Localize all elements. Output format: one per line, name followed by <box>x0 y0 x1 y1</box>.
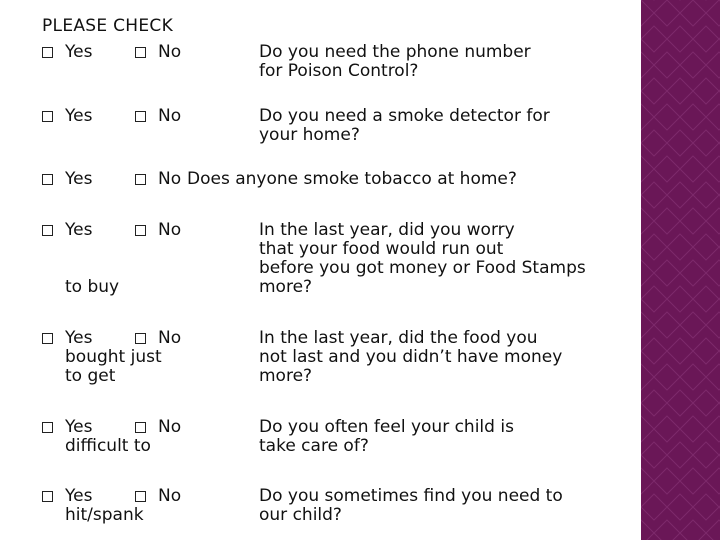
diamond-shape <box>654 104 680 130</box>
checkbox-icon[interactable] <box>135 422 146 433</box>
q5-no-option[interactable] <box>135 329 181 348</box>
q3-text: Does anyone smoke tobacco at home? <box>187 169 517 189</box>
q5-overflow-text <box>65 348 162 386</box>
q2-text <box>259 107 550 145</box>
diamond-shape <box>680 104 706 130</box>
diamond-shape <box>706 312 720 338</box>
diamond-shape <box>641 208 654 234</box>
diamond-shape <box>641 364 654 390</box>
q6-text <box>259 418 514 456</box>
yes-label: Yes <box>65 220 93 240</box>
q4-overflow-text: to buy <box>65 277 120 297</box>
diamond-shape <box>654 0 680 26</box>
diamond-shape <box>706 208 720 234</box>
diamond-shape <box>706 364 720 390</box>
diamond-shape <box>641 130 667 156</box>
q1-text <box>259 43 531 81</box>
diamond-shape <box>693 442 719 468</box>
checkbox-icon[interactable] <box>42 225 53 236</box>
question-line: Do you need the phone number <box>259 42 531 62</box>
diamond-shape <box>667 494 693 520</box>
diamond-shape <box>680 260 706 286</box>
diamond-shape <box>667 442 693 468</box>
diamond-shape <box>693 78 719 104</box>
checkbox-icon[interactable] <box>42 422 53 433</box>
diamond-shape <box>641 78 667 104</box>
diamond-shape <box>641 312 654 338</box>
checkbox-icon[interactable] <box>135 225 146 236</box>
diamond-shape <box>706 416 720 442</box>
diamond-shape <box>667 338 693 364</box>
diamond-shape <box>680 468 706 494</box>
checkbox-icon[interactable] <box>135 111 146 122</box>
checkbox-icon[interactable] <box>135 491 146 502</box>
diamond-shape <box>654 52 680 78</box>
diamond-shape <box>641 390 667 416</box>
question-line: Do you often feel your child is <box>259 417 514 437</box>
q6-yes-option[interactable] <box>42 418 92 437</box>
question-line: our child? <box>259 505 342 525</box>
diamond-shape <box>680 520 706 540</box>
checkbox-icon[interactable] <box>135 174 146 185</box>
diamond-shape <box>667 234 693 260</box>
diamond-shape <box>654 416 680 442</box>
yes-label: Yes <box>65 486 93 506</box>
q2-yes-option[interactable] <box>42 107 92 126</box>
diamond-shape <box>680 0 706 26</box>
diamond-shape <box>680 364 706 390</box>
q7-overflow-text <box>65 506 144 525</box>
diamond-shape <box>680 416 706 442</box>
diamond-shape <box>641 468 654 494</box>
yes-label: Yes <box>65 417 93 437</box>
diamond-shape <box>641 260 654 286</box>
diamond-shape <box>693 338 719 364</box>
checkbox-icon[interactable] <box>42 111 53 122</box>
diamond-shape <box>706 468 720 494</box>
question-line: that your food would run out <box>259 239 504 259</box>
diamond-shape <box>706 0 720 26</box>
diamond-shape <box>667 130 693 156</box>
diamond-shape <box>641 156 654 182</box>
no-label: No <box>158 42 182 62</box>
diamond-shape <box>693 130 719 156</box>
diamond-shape <box>680 156 706 182</box>
diamond-shape <box>667 26 693 52</box>
overflow-line: bought just <box>65 347 162 367</box>
question-line: Do you sometimes find you need to <box>259 486 563 506</box>
q4-no-option[interactable] <box>135 221 181 240</box>
q6-overflow-text <box>65 437 151 456</box>
question-line: In the last year, did you worry <box>259 220 515 240</box>
decorative-sidebar <box>641 0 720 540</box>
question-line: more? <box>259 366 313 386</box>
diamond-shape <box>654 208 680 234</box>
checkbox-icon[interactable] <box>135 47 146 58</box>
diamond-shape <box>641 338 667 364</box>
yes-label: Yes <box>65 106 93 126</box>
question-line: In the last year, did the food you <box>259 328 538 348</box>
diamond-shape <box>667 78 693 104</box>
no-label: No <box>158 169 182 189</box>
diamond-shape <box>667 286 693 312</box>
checkbox-icon[interactable] <box>135 333 146 344</box>
diamond-shape <box>641 104 654 130</box>
question-line: not last and you didn’t have money <box>259 347 563 367</box>
diamond-shape <box>693 286 719 312</box>
question-line: for Poison Control? <box>259 61 419 81</box>
checkbox-icon[interactable] <box>42 47 53 58</box>
diamond-shape <box>654 156 680 182</box>
q4-yes-option[interactable] <box>42 221 92 240</box>
heading: PLEASE CHECK <box>42 16 174 36</box>
diamond-shape <box>641 182 667 208</box>
diamond-shape <box>706 104 720 130</box>
no-label: No <box>158 328 182 348</box>
diamond-pattern-icon <box>641 0 720 540</box>
diamond-shape <box>706 520 720 540</box>
diamond-shape <box>693 390 719 416</box>
diamond-shape <box>693 494 719 520</box>
question-line: your home? <box>259 125 360 145</box>
diamond-shape <box>680 312 706 338</box>
diamond-shape <box>667 182 693 208</box>
q6-no-option[interactable] <box>135 418 181 437</box>
diamond-shape <box>693 26 719 52</box>
diamond-shape <box>706 52 720 78</box>
diamond-shape <box>654 468 680 494</box>
diamond-shape <box>641 26 667 52</box>
diamond-shape <box>654 520 680 540</box>
diamond-shape <box>654 260 680 286</box>
question-line: more? <box>259 277 313 297</box>
q1-yes-option[interactable] <box>42 43 92 62</box>
diamond-shape <box>641 442 667 468</box>
checkbox-icon[interactable] <box>42 174 53 185</box>
q7-text <box>259 487 563 525</box>
question-line: before you got money or Food Stamps <box>259 258 586 278</box>
diamond-shape <box>706 260 720 286</box>
diamond-shape <box>641 520 654 540</box>
q1-no-option[interactable] <box>135 43 181 62</box>
no-label: No <box>158 417 182 437</box>
diamond-shape <box>641 416 654 442</box>
diamond-shape <box>693 182 719 208</box>
q3-no-option[interactable] <box>135 170 181 189</box>
overflow-line: difficult to <box>65 436 151 456</box>
diamond-shape <box>693 234 719 260</box>
yes-label: Yes <box>65 42 93 62</box>
diamond-shape <box>654 364 680 390</box>
diamond-shape <box>680 208 706 234</box>
q5-yes-option[interactable] <box>42 329 92 348</box>
diamond-shape <box>641 234 667 260</box>
q3-yes-option[interactable] <box>42 170 92 189</box>
diamond-shape <box>667 390 693 416</box>
diamond-shape <box>680 52 706 78</box>
overflow-line: to get <box>65 366 116 386</box>
question-line: Do you need a smoke detector for <box>259 106 550 126</box>
no-label: No <box>158 106 182 126</box>
yes-label: Yes <box>65 328 93 348</box>
checkbox-icon[interactable] <box>42 491 53 502</box>
q4-text <box>259 221 586 297</box>
diamond-shape <box>654 312 680 338</box>
diamond-shape <box>641 286 667 312</box>
diamond-shape <box>706 156 720 182</box>
no-label: No <box>158 220 182 240</box>
no-label: No <box>158 486 182 506</box>
diamond-shape <box>641 0 654 26</box>
q2-no-option[interactable] <box>135 107 181 126</box>
yes-label: Yes <box>65 169 93 189</box>
diamond-shape <box>641 52 654 78</box>
question-line: take care of? <box>259 436 369 456</box>
diamond-shape <box>641 494 667 520</box>
overflow-line: hit/spank <box>65 505 144 525</box>
checkbox-icon[interactable] <box>42 333 53 344</box>
q7-no-option[interactable] <box>135 487 181 506</box>
q5-text <box>259 329 562 386</box>
q7-yes-option[interactable] <box>42 487 92 506</box>
